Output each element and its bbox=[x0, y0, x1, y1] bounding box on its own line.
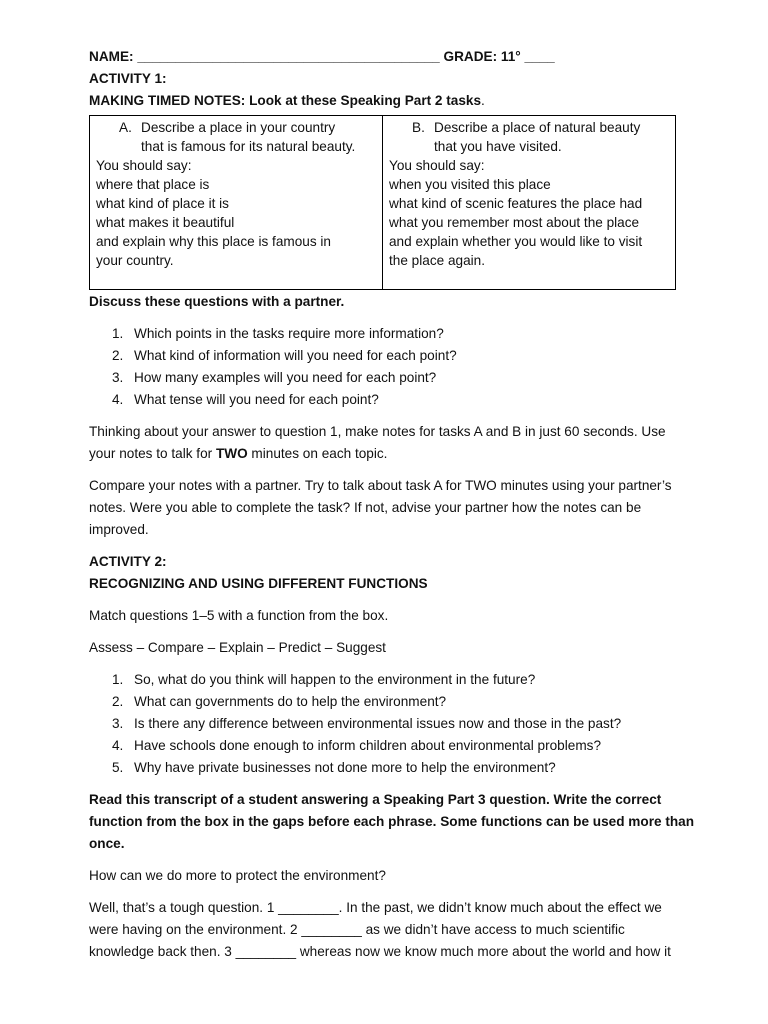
task-b-line: what you remember most about the place bbox=[389, 215, 640, 230]
task-a-line: what makes it beautiful bbox=[96, 215, 235, 230]
transcript-text bbox=[89, 897, 729, 963]
list-item-text: What kind of information will you need for each point? bbox=[134, 348, 457, 363]
transcript-line: knowledge back then. 3 ________ whereas now we know much more about the world and how it bbox=[89, 944, 671, 959]
name-grade-line: NAME: ________________________________________ GRADE: 11° ____ bbox=[89, 49, 555, 64]
task-b-line: You should say: bbox=[389, 158, 485, 173]
activity1-title bbox=[89, 90, 729, 112]
task-b-line: what kind of scenic features the place had bbox=[389, 196, 643, 211]
activity2-questions-list bbox=[89, 669, 729, 779]
list-item: 1. So, what do you think will happen to the environment in the future? bbox=[112, 672, 536, 687]
functions-box: Assess – Compare – Explain – Predict – Suggest bbox=[89, 640, 386, 655]
activity2-title: RECOGNIZING AND USING DIFFERENT FUNCTIONS bbox=[89, 576, 428, 591]
task-a-line: where that place is bbox=[96, 177, 210, 192]
task-a-line: your country. bbox=[96, 253, 174, 268]
activity2-instruction: Match questions 1–5 with a function from the box. bbox=[89, 608, 389, 623]
task-a-line: and explain why this place is famous in bbox=[96, 234, 331, 249]
list-item: 2. What can governments do to help the environment? bbox=[112, 694, 447, 709]
task-b-line: and explain whether you would like to visit bbox=[389, 234, 643, 249]
list-item-text: Why have private businesses not done more to help the environment? bbox=[134, 760, 556, 775]
task-b-title-line: Describe a place of natural beauty bbox=[434, 120, 641, 135]
compare-paragraph-line: notes. Were you able to complete the task? If not, advise your partner how the notes can be bbox=[89, 500, 642, 515]
transcript-instruction-line: once. bbox=[89, 836, 125, 851]
transcript-question: How can we do more to protect the environment? bbox=[89, 868, 386, 883]
list-item-text: What can governments do to help the environment? bbox=[134, 694, 447, 709]
discuss-questions-list bbox=[89, 323, 729, 411]
compare-paragraph bbox=[89, 475, 729, 541]
tasks-table bbox=[89, 115, 676, 290]
notes-paragraph-line bbox=[89, 443, 729, 465]
list-item: 4. What tense will you need for each point? bbox=[112, 392, 379, 407]
task-b-line: when you visited this place bbox=[389, 177, 551, 192]
worksheet-content bbox=[89, 46, 729, 963]
notes-text: your notes to talk for bbox=[89, 446, 216, 461]
transcript-line: were having on the environment. 2 ________ as we didn’t have access to much scientific bbox=[89, 922, 625, 937]
transcript-instruction-line: Read this transcript of a student answering a Speaking Part 3 question. Write the correct bbox=[89, 792, 662, 807]
list-item-text: Is there any difference between environmental issues now and those in the past? bbox=[134, 716, 622, 731]
compare-paragraph-line: Compare your notes with a partner. Try to talk about task A for TWO minutes using your partner’s bbox=[89, 478, 672, 493]
activity2-label: ACTIVITY 2: bbox=[89, 554, 167, 569]
notes-text-bold: TWO bbox=[215, 446, 248, 461]
task-a-title-line: that is famous for its natural beauty. bbox=[141, 139, 356, 154]
task-a-title bbox=[96, 118, 376, 156]
transcript-instructions bbox=[89, 789, 729, 855]
notes-text: minutes on each topic. bbox=[247, 446, 388, 461]
list-item: 3. Is there any difference between environmental issues now and those in the past? bbox=[112, 716, 622, 731]
task-a-line: what kind of place it is bbox=[96, 196, 229, 211]
list-item: 3. How many examples will you need for each point? bbox=[112, 370, 437, 385]
transcript-instruction-line: function from the box in the gaps before each phrase. Some functions can be used more than bbox=[89, 814, 695, 829]
list-item: 5. Why have private businesses not done more to help the environment? bbox=[112, 760, 556, 775]
task-a-line: You should say: bbox=[96, 158, 192, 173]
discuss-heading: Discuss these questions with a partner. bbox=[89, 294, 345, 309]
task-b-label: B. bbox=[412, 120, 425, 135]
transcript-line: Well, that’s a tough question. 1 ________. In the past, we didn’t know much about the effect we bbox=[89, 900, 662, 915]
list-item-text: How many examples will you need for each point? bbox=[134, 370, 437, 385]
list-item-text: Have schools done enough to inform children about environmental problems? bbox=[134, 738, 601, 753]
notes-paragraph bbox=[89, 421, 729, 465]
notes-paragraph-line: Thinking about your answer to question 1, make notes for tasks A and B in just 60 seconds. Use bbox=[89, 424, 666, 439]
activity1-label: ACTIVITY 1: bbox=[89, 71, 167, 86]
task-a-label: A. bbox=[119, 120, 132, 135]
compare-paragraph-line: improved. bbox=[89, 522, 149, 537]
list-item: 4. Have schools done enough to inform children about environmental problems? bbox=[112, 738, 601, 753]
header bbox=[89, 46, 729, 112]
task-b-cell bbox=[383, 116, 676, 290]
task-b-line: the place again. bbox=[389, 253, 485, 268]
task-b-title bbox=[389, 118, 669, 156]
activity1-title-text: MAKING TIMED NOTES: Look at these Speaking Part 2 tasks bbox=[89, 93, 482, 108]
list-item-text: Which points in the tasks require more information? bbox=[134, 326, 444, 341]
activity1-title-period: . bbox=[481, 93, 485, 108]
list-item: 1. Which points in the tasks require more information? bbox=[112, 326, 444, 341]
list-item-text: So, what do you think will happen to the environment in the future? bbox=[134, 672, 536, 687]
list-item: 2. What kind of information will you need for each point? bbox=[112, 348, 457, 363]
task-a-title-line: Describe a place in your country bbox=[141, 120, 336, 135]
task-b-title-line: that you have visited. bbox=[434, 139, 562, 154]
list-item-text: What tense will you need for each point? bbox=[134, 392, 379, 407]
task-a-cell bbox=[90, 116, 383, 290]
